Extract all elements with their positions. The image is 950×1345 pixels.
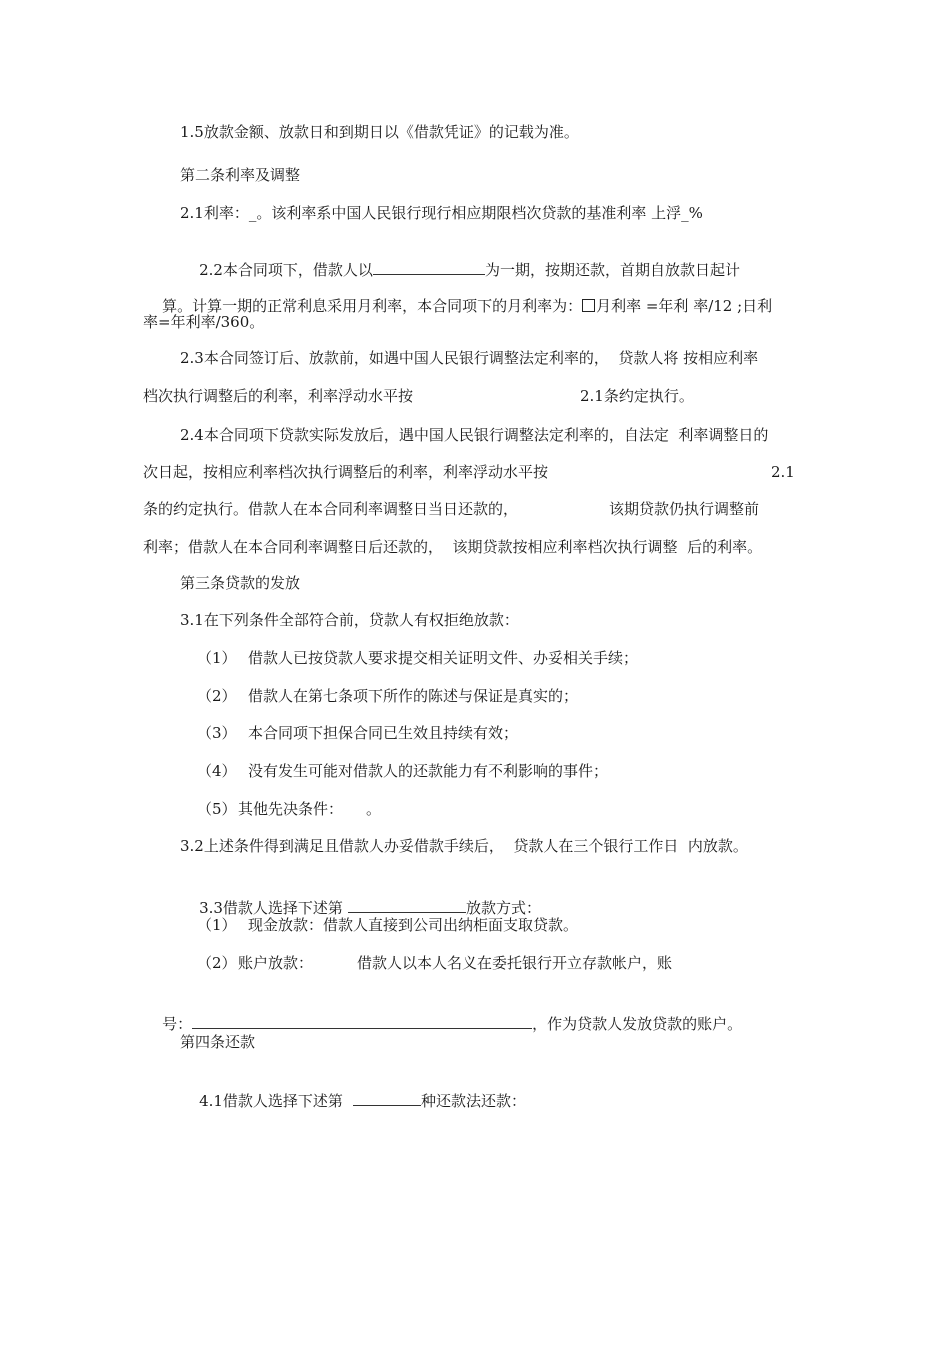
repayment-blank [353,1091,421,1106]
clause-2-2-text-c: 算。计算一期的正常利息采用月利率，本合同项下的月利率为： [162,297,583,315]
condition-5-end: 。 [366,800,382,818]
condition-4-num: （4） [197,762,237,780]
condition-5-text: 其他先决条件： [238,800,344,818]
checkbox-icon [582,299,595,312]
method-2-text: 借款人以本人名义在委托银行开立存款帐户，账 [357,954,673,972]
condition-3-num: （3） [197,724,237,742]
period-blank [373,260,485,275]
clause-2-4-ref: 2.1 [771,463,795,481]
clause-2-3-line2: 档次执行调整后的利率，利率浮动水平按 [143,387,414,405]
article-4-title: 第四条还款 [180,1033,256,1051]
clause-2-2-line3: 率=年利率/360。 [143,313,265,331]
method-2-label: 账户放款： [238,954,314,972]
method-blank [348,898,466,913]
clause-2-1: 2.1利率：_。该利率系中国人民银行现行相应期限档次贷款的基准利率 上浮_% [180,204,703,222]
account-label: 号： [162,1015,193,1033]
clause-2-2-text-a: 2.2本合同项下，借款人以 [199,261,373,279]
clause-2-4-line3-end: 该期贷款仍执行调整前 [609,500,760,518]
article-2-title: 第二条利率及调整 [180,166,301,184]
clause-2-4-line1: 2.4本合同项下贷款实际发放后，遇中国人民银行调整法定利率的，自法定 利率调整日的 [180,426,769,444]
clause-4-1 [180,1071,526,1131]
clause-1-5: 1.5放款金额、放款日和到期日以《借款凭证》的记载为准。 [180,123,579,141]
account-number-blank [192,1014,532,1029]
condition-1-num: （1） [197,649,237,667]
condition-3-text: 本合同项下担保合同已生效且持续有效； [248,724,519,742]
account-text: ，作为贷款人发放贷款的账户。 [532,1015,743,1033]
condition-5-num: （5） [197,800,237,818]
clause-2-2-text-b: 为一期，按期还款，首期自放款日起计 [484,261,740,279]
clause-3-1: 3.1在下列条件全部符合前，贷款人有权拒绝放款： [180,611,519,629]
clause-2-3-line1: 2.3本合同签订后、放款前，如遇中国人民银行调整法定利率的， 贷款人将 按相应利率 [180,349,759,367]
clause-2-2-text-d: 月利率 =年利 率/12 ;日利 [596,297,773,315]
clause-3-2: 3.2上述条件得到满足且借款人办妥借款手续后， 贷款人在三个银行工作日 内放款。 [180,837,748,855]
method-2-num: （2） [197,954,237,972]
condition-1-text: 借款人已按贷款人要求提交相关证明文件、办妥相关手续； [248,649,639,667]
clause-2-4-line4: 利率；借款人在本合同利率调整日后还款的， 该期贷款按相应利率档次执行调整 后的利率。 [143,538,763,556]
clause-3-3-text-b: 放款方式： [465,899,541,917]
method-1-num: （1） [197,916,237,934]
article-3-title: 第三条贷款的发放 [180,574,301,592]
method-1-text: 现金放款：借款人直接到公司出纳柜面支取贷款。 [248,916,579,934]
condition-4-text: 没有发生可能对借款人的还款能力有不利影响的事件； [248,762,609,780]
clause-2-4-line2: 次日起，按相应利率档次执行调整后的利率，利率浮动水平按 [143,463,549,481]
clause-3-3-text-a: 3.3借款人选择下述第 [199,899,343,917]
clause-4-1-text-a: 4.1借款人选择下述第 [199,1092,343,1110]
clause-4-1-text-b: 种还款法还款： [420,1092,526,1110]
condition-2-num: （2） [197,687,237,705]
clause-2-3-line2-end: 2.1条约定执行。 [580,387,694,405]
condition-2-text: 借款人在第七条项下所作的陈述与保证是真实的； [248,687,579,705]
clause-2-4-line3: 条的约定执行。借款人在本合同利率调整日当日还款的， [143,500,519,518]
